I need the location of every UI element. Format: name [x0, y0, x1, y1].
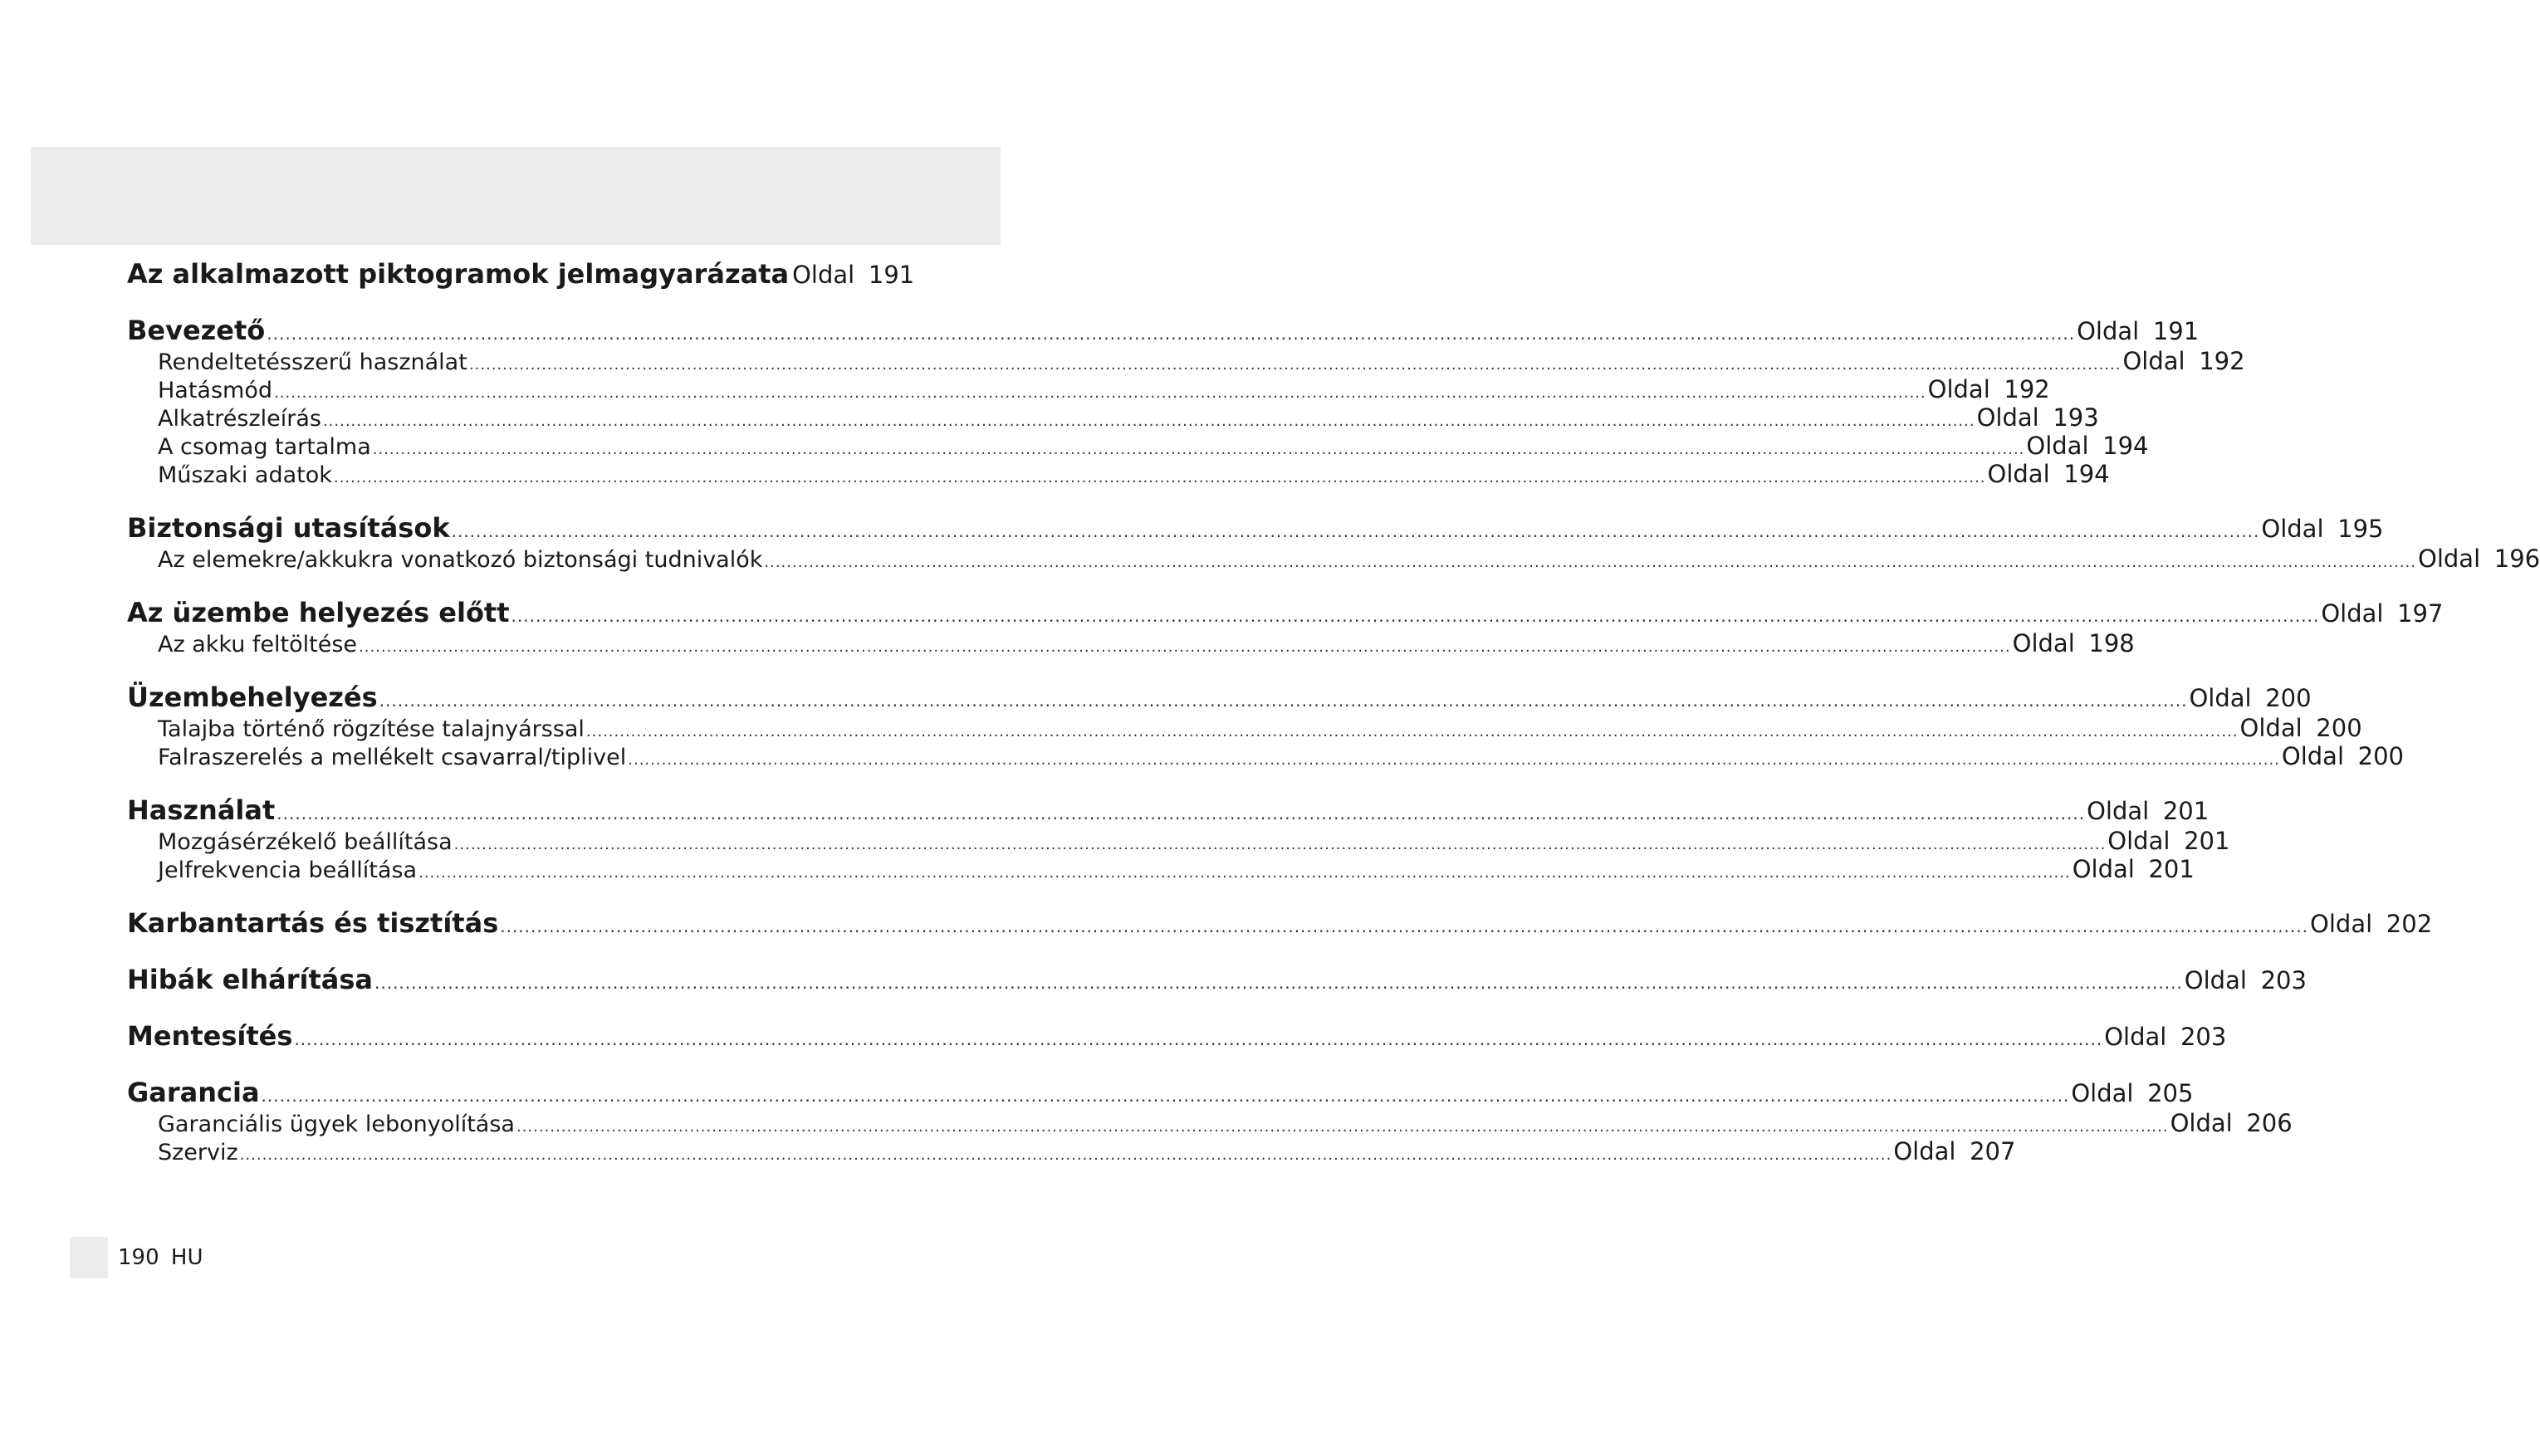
- toc-subsection-entry[interactable]: [127, 403, 2099, 432]
- toc-entry-title: Bevezető: [127, 315, 266, 346]
- page-label: Oldal: [2071, 1079, 2134, 1107]
- page-number: 190: [118, 1245, 159, 1270]
- toc-section-entry[interactable]: [127, 1076, 2194, 1109]
- toc-subsection-entry[interactable]: [127, 347, 2245, 375]
- dot-leader: [334, 464, 1986, 492]
- toc-subsection-entry[interactable]: [127, 1137, 2016, 1165]
- toc-entry-title: Használat: [127, 794, 276, 826]
- page-number-ref: 201: [2162, 797, 2210, 825]
- dot-leader: [452, 515, 2260, 548]
- toc-entry-title: Az akku feltöltése: [158, 632, 358, 657]
- dot-leader: [267, 317, 2075, 350]
- dot-leader: [374, 966, 2183, 999]
- page-number-ref: 197: [2397, 599, 2444, 628]
- toc-subsection-entry[interactable]: [127, 742, 2405, 770]
- section-gap: [127, 996, 903, 1019]
- page-label: Oldal: [2012, 629, 2075, 657]
- toc-section-entry[interactable]: [127, 1019, 2227, 1053]
- page-label: Oldal: [2104, 1023, 2167, 1051]
- toc-entry-title: Talajba történő rögzítése talajnyárssal: [158, 716, 585, 742]
- dot-leader: [628, 746, 2280, 774]
- page-number-ref: 194: [2063, 460, 2110, 488]
- dot-leader: [454, 831, 2107, 859]
- page-label: Oldal: [2107, 827, 2171, 855]
- page-label: Oldal: [1987, 460, 2050, 488]
- toc-entry-title: Hibák elhárítása: [127, 964, 373, 995]
- toc-entry-title: Műszaki adatok: [158, 462, 332, 488]
- page-number-ref: 193: [2053, 403, 2099, 432]
- dot-leader: [373, 436, 2025, 464]
- toc-subsection-entry[interactable]: [127, 545, 2540, 573]
- page-label: Oldal: [2184, 966, 2247, 994]
- page-number-ref: 205: [2147, 1079, 2194, 1107]
- toc-section-entry[interactable]: [127, 511, 2384, 545]
- dot-leader: [500, 910, 2308, 943]
- page-label: Oldal: [2026, 432, 2089, 460]
- toc-entry-title: Alkatrészleírás: [158, 406, 321, 432]
- page-number-ref: 198: [2088, 629, 2135, 657]
- page-label: Oldal: [1893, 1137, 1956, 1165]
- toc-subsection-entry[interactable]: [127, 827, 2230, 855]
- page-label: Oldal: [2072, 855, 2135, 883]
- page-label: Oldal: [2321, 599, 2384, 628]
- page-label: Oldal: [2239, 714, 2303, 742]
- dot-leader: [323, 408, 1975, 436]
- toc-subsection-entry[interactable]: [127, 375, 2050, 403]
- page-footer: [118, 1245, 203, 1270]
- toc-subsection-entry[interactable]: [127, 1109, 2293, 1137]
- page-number-ref: 203: [2260, 966, 2307, 994]
- toc-entry-title: Mozgásérzékelő beállítása: [158, 829, 453, 855]
- toc-entry-title: Mentesítés: [127, 1020, 293, 1052]
- page-label: Oldal: [2087, 797, 2150, 825]
- toc-entry-title: Üzembehelyezés: [127, 682, 378, 713]
- toc-entry-title: Az elemekre/akkukra vonatkozó biztonsági tudnivalók: [158, 547, 763, 573]
- toc-section-entry[interactable]: [127, 794, 2210, 827]
- dot-leader: [764, 549, 2416, 577]
- page-label: Oldal: [2122, 347, 2185, 375]
- dot-leader: [277, 797, 2085, 830]
- dot-leader: [379, 684, 2188, 717]
- toc-section-entry[interactable]: [127, 906, 2433, 940]
- page-label: Oldal: [1927, 375, 1990, 403]
- page-number-ref: 195: [2337, 515, 2384, 543]
- toc-entry-title: Karbantartás és tisztítás: [127, 907, 499, 939]
- dot-leader: [262, 1079, 2070, 1112]
- toc-entry-title: Jelfrekvencia beállítása: [158, 857, 418, 883]
- toc-entry-title: Az alkalmazott piktogramok jelmagyarázata: [127, 258, 790, 290]
- page-number-ref: 200: [2357, 742, 2405, 770]
- dot-leader: [586, 718, 2239, 746]
- header-band: [31, 147, 1001, 245]
- toc-entry-title: Szerviz: [158, 1140, 238, 1165]
- toc-subsection-entry[interactable]: [127, 855, 2195, 883]
- toc-section-entry[interactable]: [127, 257, 915, 291]
- page-number-ref: 201: [2184, 827, 2230, 855]
- page-number-ref: 206: [2246, 1109, 2293, 1137]
- page-label: Oldal: [792, 261, 855, 289]
- page-number-ref: 200: [2316, 714, 2362, 742]
- dot-leader: [469, 351, 2122, 379]
- page-label: Oldal: [2418, 545, 2481, 573]
- page-label: Oldal: [2261, 515, 2324, 543]
- toc-subsection-entry[interactable]: [127, 629, 2135, 657]
- toc-section-entry[interactable]: [127, 596, 2444, 629]
- section-gap: [127, 291, 903, 314]
- page-label: Oldal: [1976, 403, 2039, 432]
- section-gap: [127, 940, 903, 963]
- toc-section-entry[interactable]: [127, 314, 2200, 347]
- toc-entry-title: Rendeltetésszerű használat: [158, 349, 467, 375]
- table-of-contents: [127, 257, 2540, 1165]
- page-number-ref: 202: [2386, 910, 2433, 938]
- page-number-ref: 191: [2152, 317, 2200, 345]
- dot-leader: [418, 859, 2071, 887]
- page-number-ref: 207: [1970, 1137, 2016, 1165]
- footer-marker: [70, 1237, 108, 1278]
- page-label: Oldal: [2189, 684, 2252, 712]
- toc-subsection-entry[interactable]: [127, 432, 2149, 460]
- section-gap: [127, 1053, 903, 1076]
- page-number-ref: 201: [2148, 855, 2195, 883]
- dot-leader: [511, 599, 2320, 633]
- page-number-ref: 200: [2265, 684, 2312, 712]
- page-label: Oldal: [2281, 742, 2345, 770]
- dot-leader: [240, 1141, 1892, 1170]
- toc-entry-title: Garanciális ügyek lebonyolítása: [158, 1112, 515, 1137]
- page-number-ref: 203: [2180, 1023, 2227, 1051]
- toc-entry-title: A csomag tartalma: [158, 434, 371, 460]
- page-label: Oldal: [2310, 910, 2373, 938]
- page-label: Oldal: [2077, 317, 2140, 345]
- page-number-ref: 194: [2102, 432, 2149, 460]
- toc-subsection-entry[interactable]: [127, 714, 2362, 742]
- toc-section-entry[interactable]: [127, 963, 2307, 996]
- toc-entry-title: Biztonsági utasítások: [127, 512, 450, 544]
- page-number-ref: 192: [2199, 347, 2245, 375]
- dot-leader: [359, 633, 2011, 662]
- toc-entry-title: Az üzembe helyezés előtt: [127, 597, 510, 628]
- page-label: Oldal: [2170, 1109, 2233, 1137]
- toc-section-entry[interactable]: [127, 681, 2312, 714]
- dot-leader: [294, 1023, 2102, 1056]
- page-number-ref: 192: [2004, 375, 2050, 403]
- page-number-ref: 196: [2494, 545, 2540, 573]
- toc-subsection-entry[interactable]: [127, 460, 2110, 488]
- page-number-ref: 191: [868, 261, 915, 289]
- toc-entry-title: Hatásmód: [158, 378, 273, 403]
- dot-leader: [274, 379, 1926, 408]
- toc-entry-title: Garancia: [127, 1077, 260, 1108]
- toc-entry-title: Falraszerelés a mellékelt csavarral/tiplivel: [158, 745, 627, 770]
- language-code: HU: [170, 1245, 203, 1270]
